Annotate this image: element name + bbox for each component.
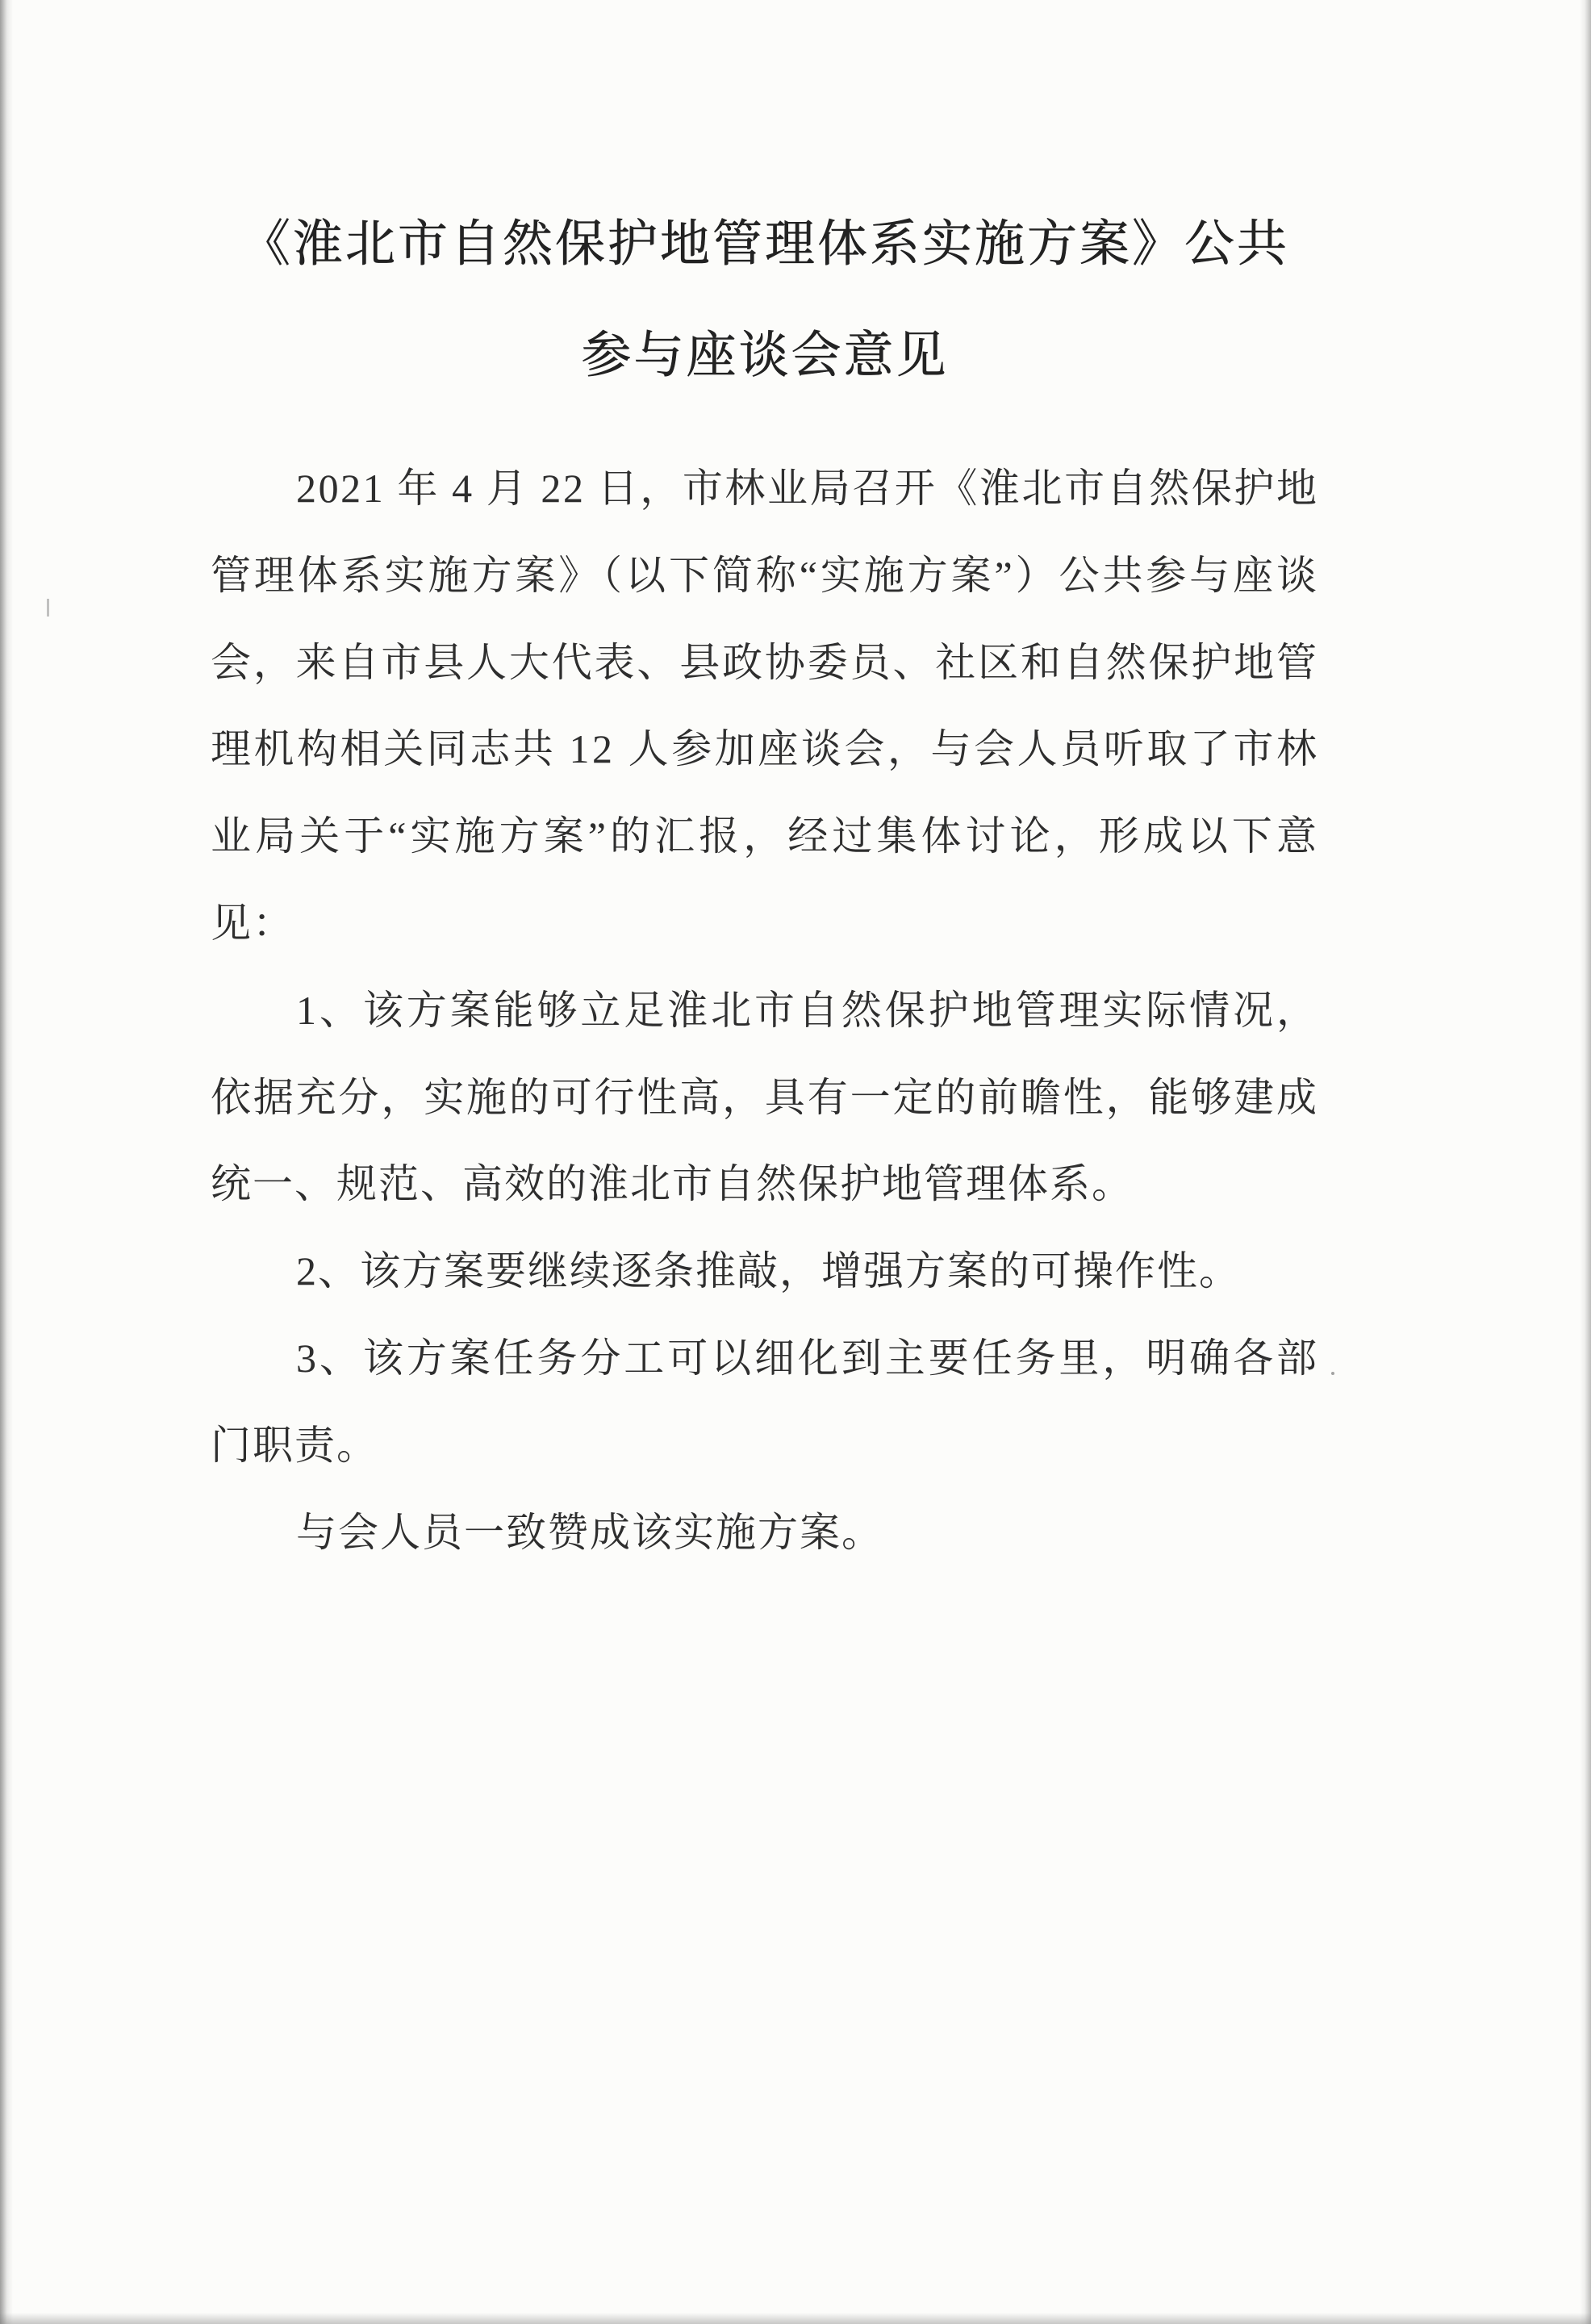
line-text: 理机构相关同志共 12 人参加座谈会，与会人员听取了市林 [211,726,1320,772]
line-text: 会，来自市县人大代表、县政协委员、社区和自然保护地管 [211,639,1319,685]
body-line [211,1315,1320,1402]
paragraph-intro [211,445,1322,968]
title-line-2: 参与座谈会意见 [581,328,949,383]
paragraph-conclusion [211,1490,1317,1577]
title-line-1: 《淮北市自然保护地管理体系实施方案》公共 [240,217,1289,272]
line-text: 管理体系实施方案》（以下简称“实施方案”）公共参与座谈 [211,552,1320,598]
body-line [211,1402,1317,1490]
scan-edge-left [0,0,13,2324]
body-line [211,706,1320,793]
scan-edge-bottom [0,2313,1591,2324]
body-line [211,1141,1317,1228]
body-line [211,445,1317,533]
body-line [211,880,1317,968]
line-text: 门职责。 [211,1422,378,1468]
line-text: 3、该方案任务分工可以细化到主要任务里，明确各部 [296,1335,1320,1381]
body-line [211,793,1322,880]
body-line [211,1228,1317,1315]
scan-edge-right [1580,0,1591,2324]
line-text: 2、该方案要继续逐条推敲，增强方案的可操作性。 [296,1248,1241,1294]
body-line [211,968,1320,1055]
body-line [211,620,1317,707]
line-text: 1、该方案能够立足淮北市自然保护地管理实际情况， [296,987,1320,1033]
paragraph-opinion-1 [211,968,1320,1228]
document-title [211,189,1317,412]
line-text: 业局关于“实施方案”的汇报，经过集体讨论，形成以下意 [211,813,1322,859]
paragraph-opinion-2 [211,1228,1317,1315]
line-text: 2021 年 4 月 22 日，市林业局召开《淮北市自然保护地 [296,466,1319,511]
scan-dot [1331,1372,1334,1375]
paragraph-opinion-3 [211,1315,1320,1490]
scan-mark [47,599,49,617]
line-text: 与会人员一致赞成该实施方案。 [296,1509,883,1555]
document-body [211,445,1322,1576]
line-text: 依据充分，实施的可行性高，具有一定的前瞻性，能够建成 [211,1074,1319,1120]
line-text: 统一、规范、高效的淮北市自然保护地管理体系。 [211,1161,1134,1207]
body-line [211,1055,1317,1142]
line-text: 见： [211,900,294,946]
body-line [211,533,1320,620]
body-line [211,1490,1317,1577]
